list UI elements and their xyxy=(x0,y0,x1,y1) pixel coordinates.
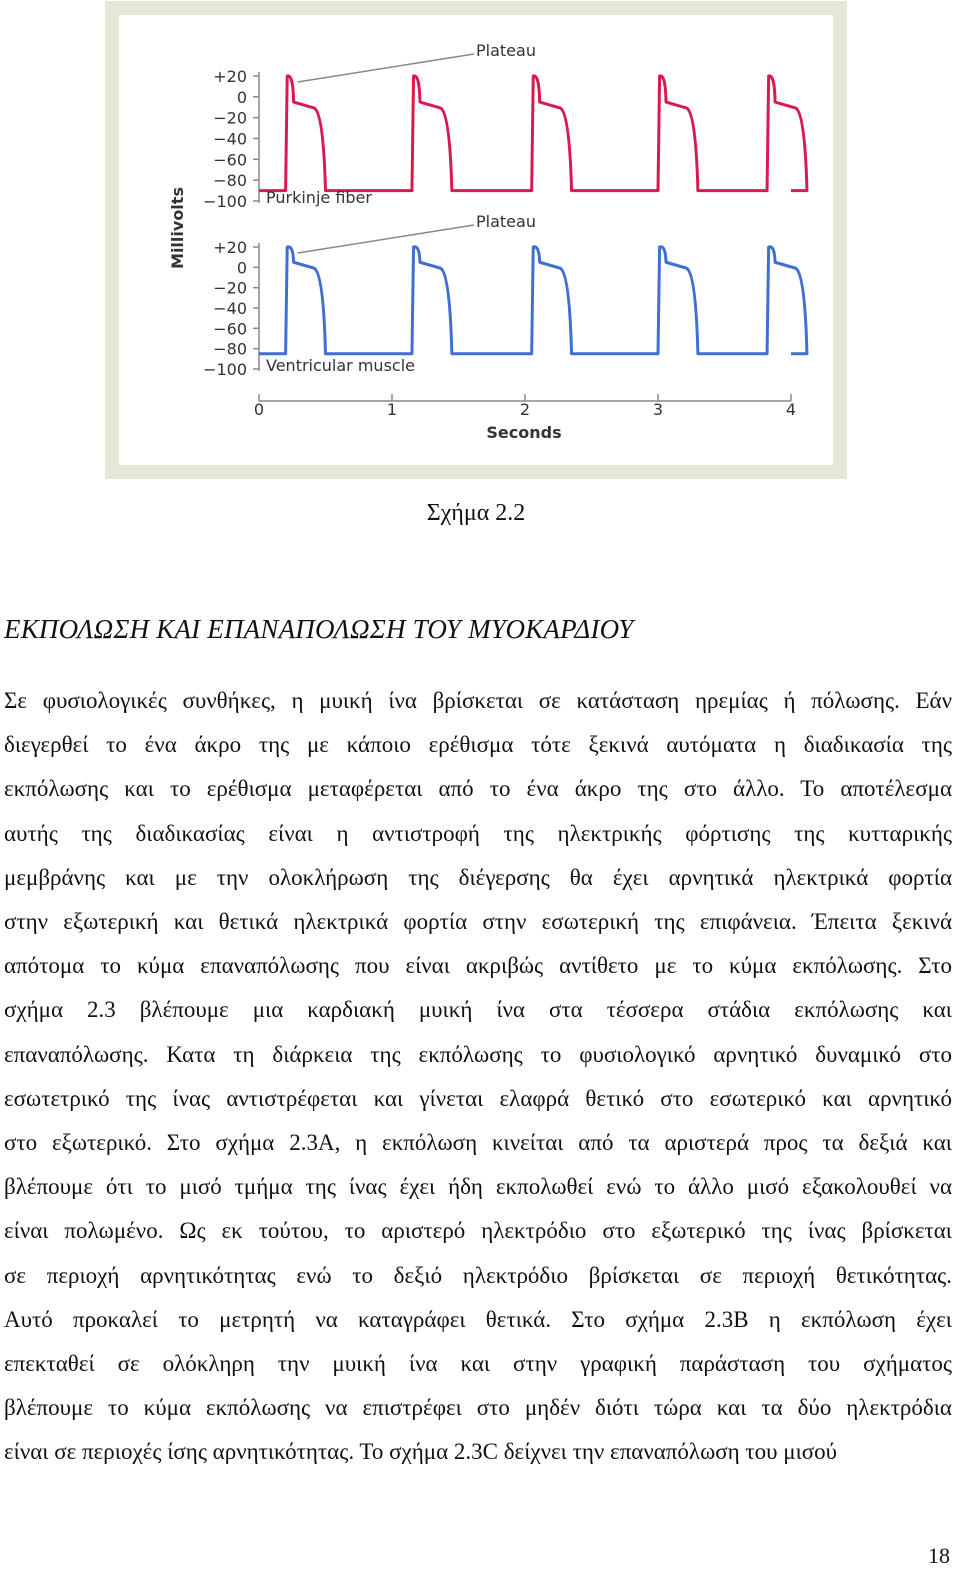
body-paragraph xyxy=(4,679,952,1475)
paragraph-line: επεκταθεί σε ολόκληρη την μυική ίνα και στην γραφική παράσταση του σχήματος xyxy=(4,1351,952,1377)
x-tick-label: 1 xyxy=(386,400,398,419)
trace-name-label: Ventricular muscle xyxy=(266,356,415,375)
trace-name-label: Purkinje fiber xyxy=(266,188,372,207)
paragraph-line: αυτής της διαδικασίας είναι η αντιστροφή της ηλεκτρικής φόρτισης της κυτταρικής xyxy=(4,820,952,846)
y-tick-label: −80 xyxy=(213,339,247,359)
y-tick-label: −40 xyxy=(213,129,247,149)
y-tick-label: 0 xyxy=(236,87,247,107)
plateau-annotation: Plateau xyxy=(476,212,536,231)
x-axis-title: Seconds xyxy=(486,423,562,442)
paragraph-line: εκπόλωσης και το ερέθισμα μεταφέρεται από το ένα άκρο της στο άλλο. Το αποτέλεσμα xyxy=(4,776,952,802)
action-potential-trace xyxy=(259,76,807,191)
paragraph-line: βλέπουμε το κύμα εκπόλωσης να επιστρέφει στο μηδέν διότι τώρα και τα δύο ηλεκτρόδια xyxy=(4,1395,952,1421)
paragraph-line: βλέπουμε ότι το μισό τμήμα της ίνας έχει ήδη εκπολωθεί ενώ το άλλο μισό εξακολουθεί να xyxy=(4,1174,952,1200)
y-tick-label: −20 xyxy=(213,108,247,128)
section-title: ΕΚΠΟΛΩΣΗ ΚΑΙ ΕΠΑΝΑΠΟΛΩΣΗ ΤΟΥ ΜΥΟΚΑΡΔΙΟΥ xyxy=(4,614,634,644)
paragraph-line: μεμβράνης και με την ολοκλήρωση της διέγερσης θα έχει αρνητικά ηλεκτρικά φορτία xyxy=(4,864,952,890)
paragraph-line: σε περιοχή αρνητικότητας ενώ το δεξιό ηλεκτρόδιο βρίσκεται σε περιοχή θετικότητας. xyxy=(4,1262,952,1288)
paragraph-line: Σε φυσιολογικές συνθήκες, η μυική ίνα βρίσκεται σε κατάσταση ηρεμίας ή πόλωσης. Εάν xyxy=(4,688,952,713)
paragraph-line: εσωτετρικό της ίνας αντιστρέφεται και γίνεται ελαφρά θετικό στο εσωτερικό και αρνητικό xyxy=(4,1085,952,1111)
page-number: 18 xyxy=(928,1543,950,1568)
y-tick-label: −60 xyxy=(213,319,247,339)
paragraph-line: Αυτό προκαλεί το μετρητή να καταγράφει θετικά. Στο σχήμα 2.3Β η εκπόλωση έχει xyxy=(4,1306,952,1332)
paragraph-line: επαναπόλωσης. Κατα τη διάρκεια της εκπόλωσης το φυσιολογικό αρνητικό δυναμικό στο xyxy=(4,1041,952,1067)
y-tick-label: −20 xyxy=(213,278,247,298)
paragraph-line: είναι σε περιοχές ίσης αρνητικότητας. Το σχήμα 2.3C δείχνει την επαναπόλωση του μισού xyxy=(4,1439,838,1465)
y-tick-label: −100 xyxy=(203,192,247,211)
x-tick-label: 2 xyxy=(519,400,531,419)
y-tick-label: +20 xyxy=(213,67,247,86)
figure-caption: Σχήμα 2.2 xyxy=(426,500,526,526)
y-tick-label: +20 xyxy=(213,238,247,257)
paragraph-line: απότομα το κύμα επαναπόλωσης που είναι ακριβώς αντίθετο με το κύμα εκπόλωσης. Στο xyxy=(4,953,952,979)
x-tick-label: 3 xyxy=(652,400,664,419)
paragraph-line: σχήμα 2.3 βλέπουμε μια καρδιακή μυική ίνα στα τέσσερα στάδια εκπόλωσης και xyxy=(4,997,952,1023)
action-potential-trace xyxy=(259,247,807,354)
figure-frame xyxy=(105,1,847,479)
paragraph-line: διεγερθεί το ένα άκρο της με κάποιο ερέθισμα τότε ξεκινά αυτόματα η διαδικασία της xyxy=(4,732,952,758)
y-tick-label: −40 xyxy=(213,299,247,318)
x-tick-label: 0 xyxy=(253,400,265,419)
y-tick-label: 0 xyxy=(236,258,247,278)
chart-area xyxy=(119,15,833,465)
y-tick-label: −60 xyxy=(213,150,247,170)
y-tick-label: −100 xyxy=(203,360,247,379)
paragraph-line: στην εξωτερική και θετικά ηλεκτρικά φορτία στην εσωτερική της επιφάνεια. Έπειτα ξεκινά xyxy=(4,909,952,935)
plateau-pointer-line xyxy=(298,225,474,253)
y-axis-title: Millivolts xyxy=(168,187,187,269)
plateau-annotation: Plateau xyxy=(476,41,536,60)
action-potential-chart xyxy=(119,15,833,465)
paragraph-line: είναι πολωμένο. Ως εκ τούτου, το αριστερό ηλεκτρόδιο στο εξωτερικό της ίνας βρίσκεται xyxy=(4,1218,952,1244)
x-tick-label: 4 xyxy=(785,400,797,419)
y-tick-label: −80 xyxy=(213,171,247,191)
paragraph-line: στο εξωτερικό. Στο σχήμα 2.3Α, η εκπόλωση κινείται από τα αριστερά προς τα δεξιά και xyxy=(4,1130,952,1156)
plateau-pointer-line xyxy=(298,54,474,82)
